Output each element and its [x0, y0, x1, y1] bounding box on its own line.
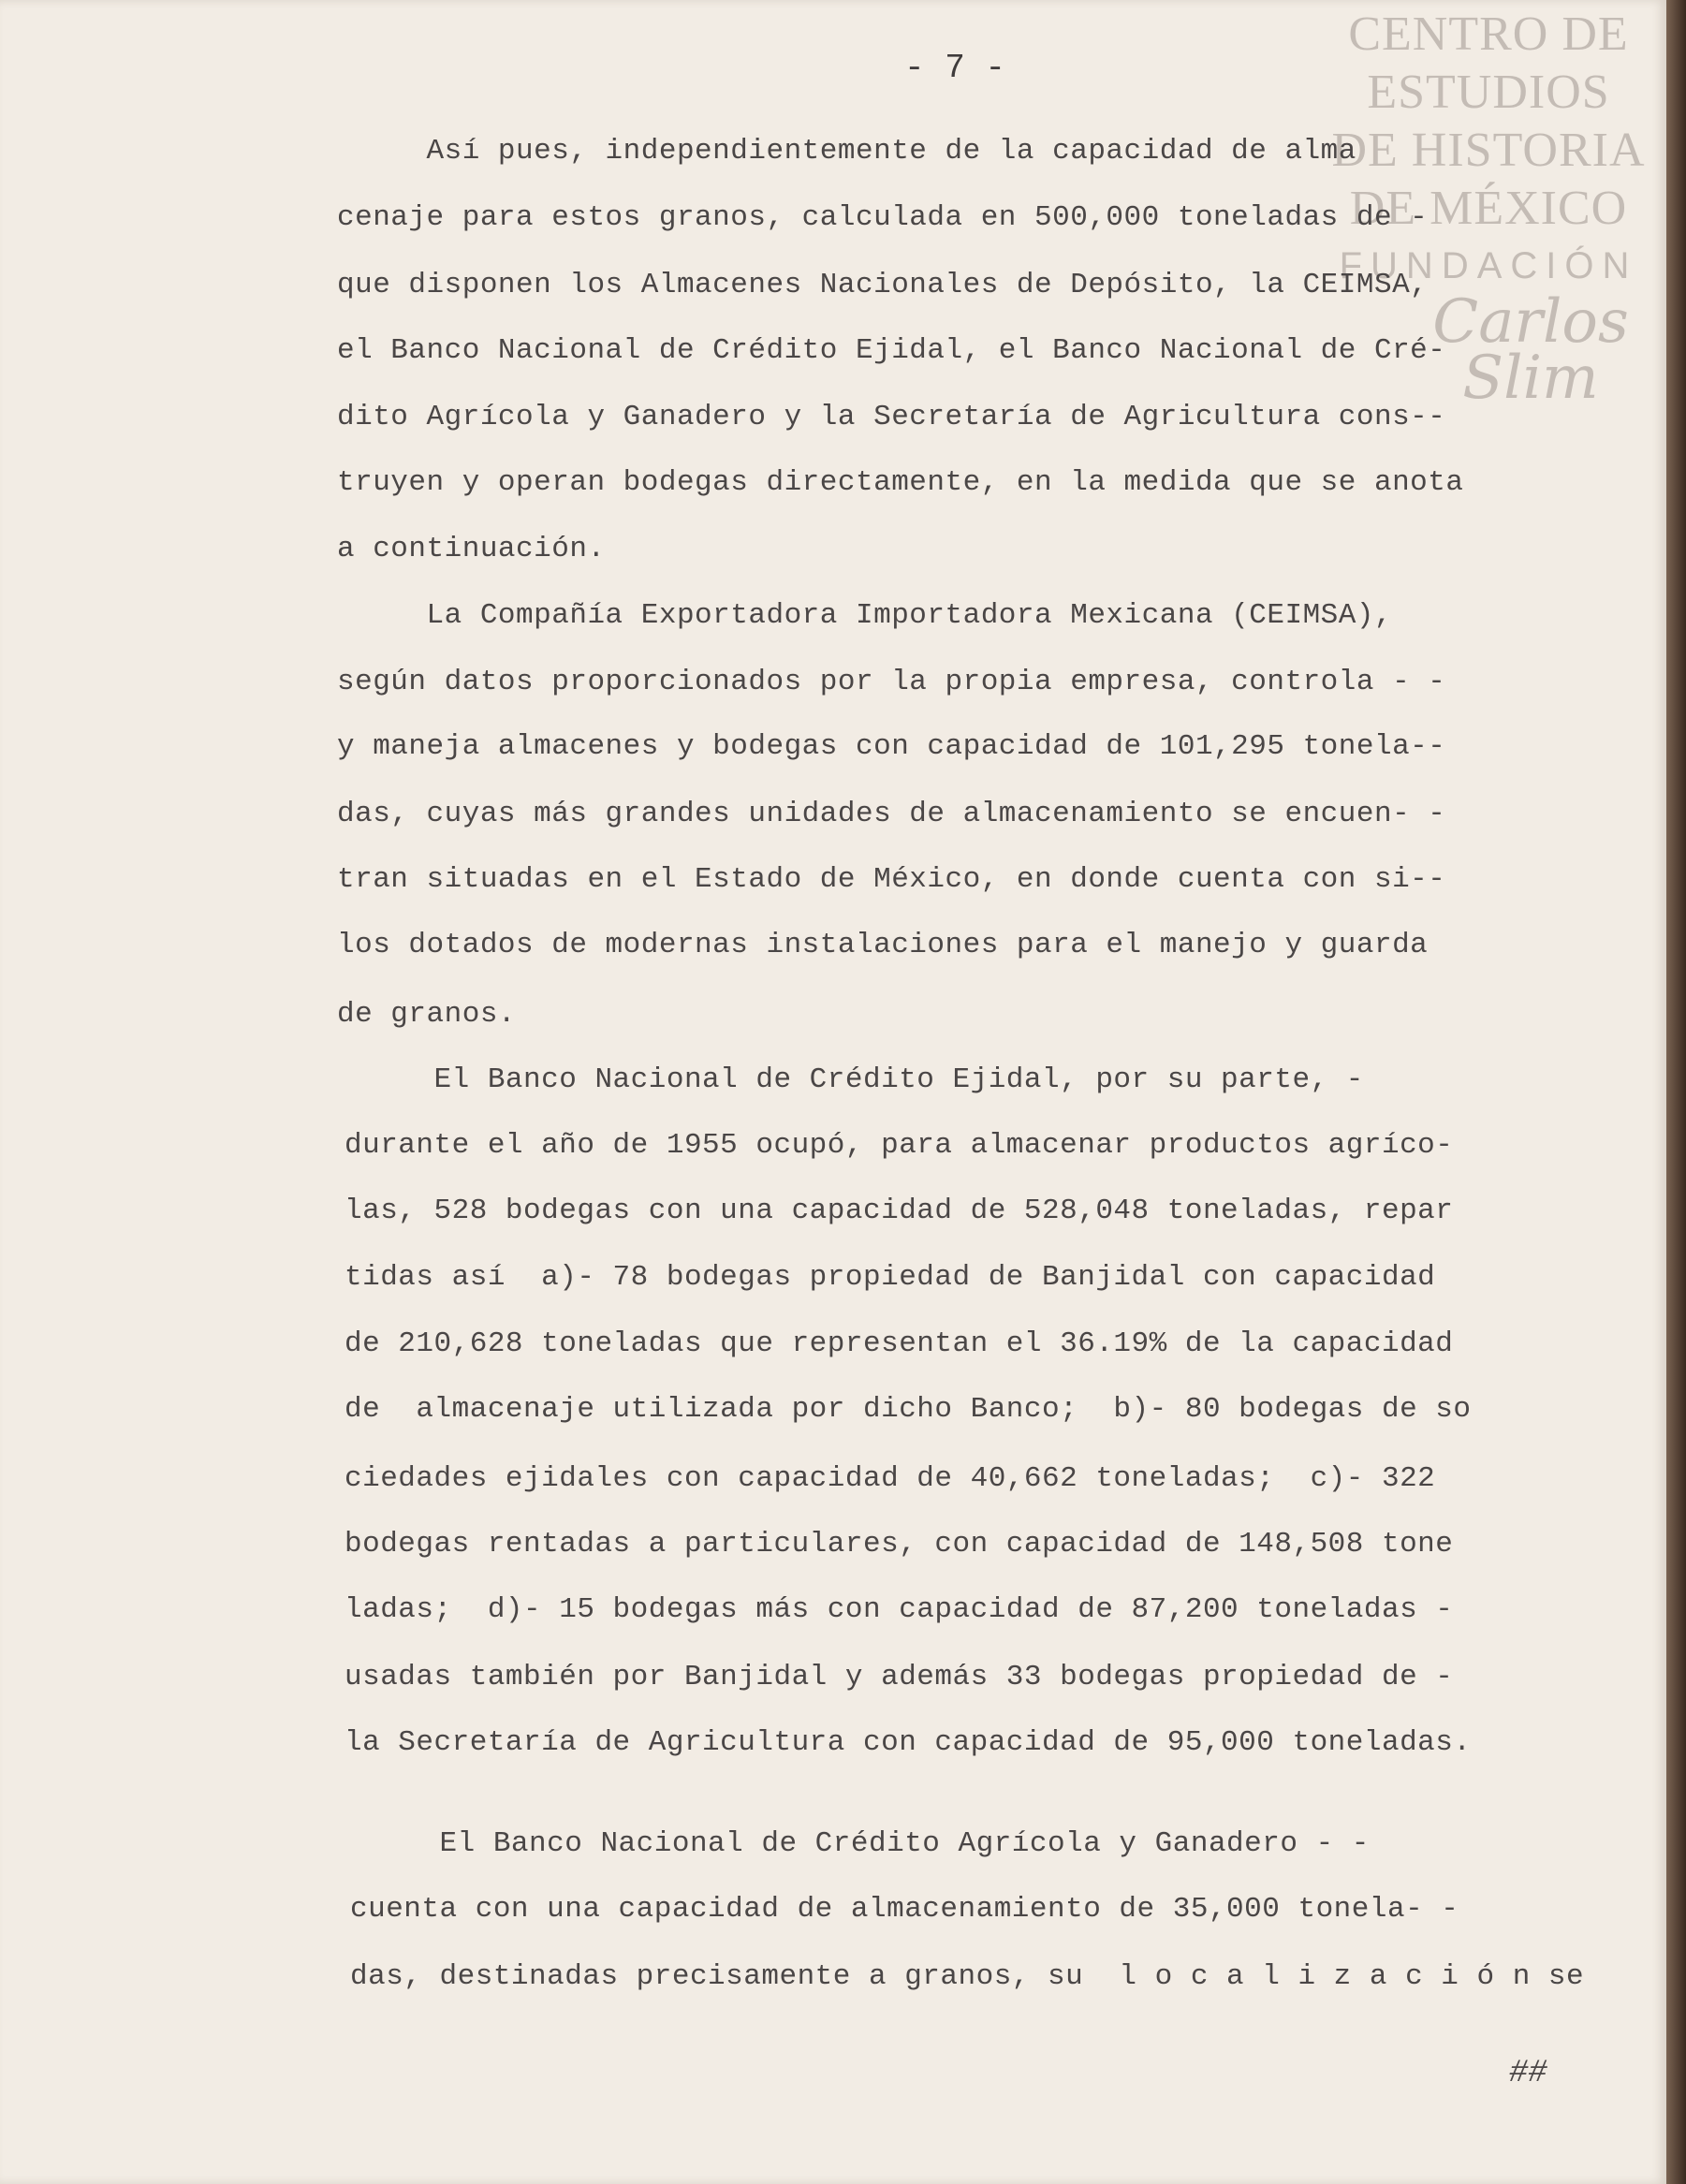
- watermark-line: FUNDACIÓN: [1339, 245, 1638, 286]
- text-line: usadas también por Banjidal y además 33 bodegas propiedad de -: [345, 1661, 1454, 1693]
- watermark-line: CENTRO DE: [1348, 7, 1629, 61]
- text-line: tran situadas en el Estado de México, en donde cuenta con si--: [337, 863, 1446, 896]
- page-edge: [1666, 0, 1686, 2184]
- text-line: las, 528 bodegas con una capacidad de 528,048 toneladas, repar: [345, 1195, 1454, 1227]
- watermark-signature: Carlos Slim: [1432, 287, 1629, 413]
- text-line: a continuación.: [337, 533, 606, 565]
- text-line: de almacenaje utilizada por dicho Banco; b)- 80 bodegas de so: [345, 1393, 1472, 1426]
- text-line: El Banco Nacional de Crédito Ejidal, por su parte, -: [345, 1063, 1364, 1096]
- text-line: de granos.: [337, 998, 517, 1031]
- continuation-mark: ##: [1509, 2056, 1547, 2091]
- watermark-line: ESTUDIOS: [1367, 66, 1610, 119]
- text-line: y maneja almacenes y bodegas con capacidad de 101,295 tonela--: [337, 730, 1446, 763]
- text-line: la Secretaría de Agricultura con capacidad de 95,000 toneladas.: [345, 1726, 1472, 1759]
- text-line: Así pues, independientemente de la capacidad de alma: [337, 135, 1356, 168]
- text-line: truyen y operan bodegas directamente, en la medida que se anota: [337, 466, 1464, 499]
- text-line: das, cuyas más grandes unidades de almacenamiento se encuen- -: [337, 798, 1446, 830]
- text-line: tidas así a)- 78 bodegas propiedad de Banjidal con capacidad: [345, 1261, 1436, 1294]
- text-line: El Banco Nacional de Crédito Agrícola y Ganadero - -: [350, 1827, 1370, 1860]
- text-line: de 210,628 toneladas que representan el 36.19% de la capacidad: [345, 1327, 1454, 1360]
- text-line: La Compañía Exportadora Importadora Mexicana (CEIMSA),: [337, 599, 1393, 632]
- watermark-line: DE MÉXICO: [1349, 182, 1628, 235]
- text-line: dito Agrícola y Ganadero y la Secretaría de Agricultura cons--: [337, 401, 1446, 433]
- text-line: bodegas rentadas a particulares, con capacidad de 148,508 tone: [345, 1528, 1454, 1561]
- text-line: das, destinadas precisamente a granos, su l o c a l i z a c i ó n se: [350, 1960, 1585, 1993]
- watermark-line: DE HISTORIA: [1331, 124, 1646, 177]
- text-line: el Banco Nacional de Crédito Ejidal, el Banco Nacional de Cré-: [337, 334, 1446, 367]
- page-number: - 7 -: [903, 49, 1006, 87]
- text-line: cenaje para estos granos, calculada en 500,000 toneladas de -: [337, 201, 1429, 234]
- text-line: ladas; d)- 15 bodegas más con capacidad de 87,200 toneladas -: [345, 1593, 1454, 1626]
- text-line: los dotados de modernas instalaciones para el manejo y guarda: [337, 929, 1429, 961]
- text-line: cuenta con una capacidad de almacenamiento de 35,000 tonela- -: [350, 1893, 1459, 1926]
- text-line: según datos proporcionados por la propia empresa, controla - -: [337, 666, 1446, 698]
- text-line: que disponen los Almacenes Nacionales de Depósito, la CEIMSA,: [337, 269, 1429, 301]
- text-line: ciedades ejidales con capacidad de 40,662 toneladas; c)- 322: [345, 1462, 1436, 1495]
- text-line: durante el año de 1955 ocupó, para almacenar productos agríco-: [345, 1129, 1454, 1162]
